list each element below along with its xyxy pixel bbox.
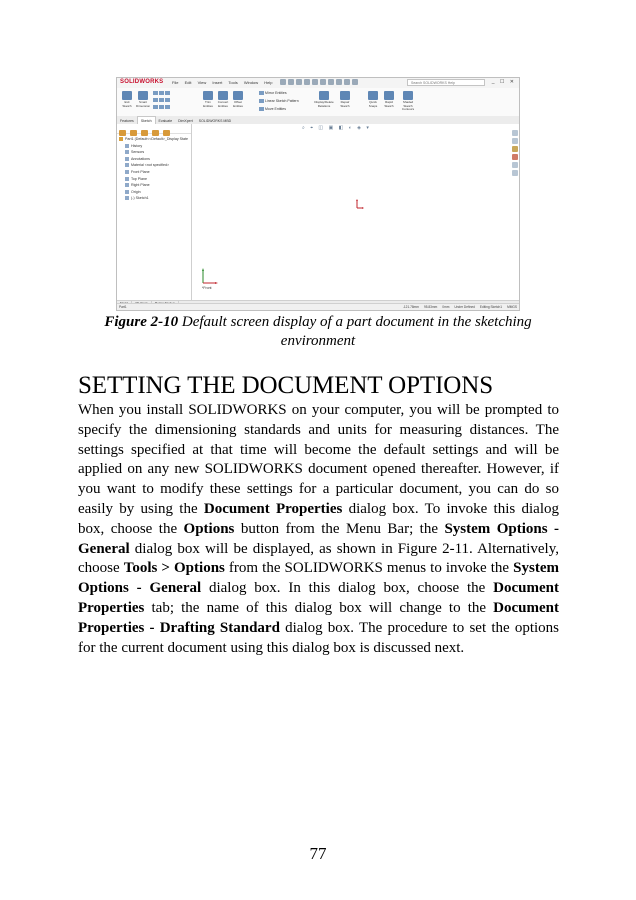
sketch-tools-row[interactable] <box>153 91 171 95</box>
offset-icon <box>233 91 243 100</box>
status-readouts <box>398 304 517 310</box>
status-z: 0mm <box>442 305 450 309</box>
tree-item[interactable]: History <box>119 143 188 150</box>
snap-icon <box>368 91 378 100</box>
sketch-tools-row[interactable] <box>153 98 171 102</box>
exit-sketch-button[interactable]: Exit Sketch <box>120 90 134 114</box>
file-explorer-icon[interactable] <box>512 146 518 152</box>
menu-item[interactable]: Window <box>243 80 259 85</box>
exit-sketch-icon <box>122 91 132 100</box>
menu-item[interactable]: Tools <box>228 80 238 85</box>
slot-icon <box>159 98 164 102</box>
menu-item[interactable]: File <box>172 80 179 85</box>
move-icon <box>259 107 264 111</box>
contours-icon <box>403 91 413 100</box>
page-number: 77 <box>309 844 327 863</box>
line-icon <box>153 91 158 95</box>
options-icon[interactable] <box>344 79 350 85</box>
pattern-icon <box>259 99 264 103</box>
section-heading: SETTING THE DOCUMENT OPTIONS <box>78 372 494 399</box>
plane-icon <box>125 170 129 174</box>
offset-button[interactable]: Offset Entities <box>231 90 245 114</box>
new-icon[interactable] <box>288 79 294 85</box>
circle-icon <box>159 91 164 95</box>
text-icon <box>165 105 170 109</box>
status-document: Part1 <box>119 305 127 309</box>
polygon-icon <box>165 98 170 102</box>
status-units[interactable]: MMGS <box>507 305 517 309</box>
rapid-sketch-icon <box>384 91 394 100</box>
solidworks-logo: SOLIDWORKS <box>120 79 164 85</box>
sketch-tools-row[interactable] <box>153 105 171 109</box>
trim-icon <box>203 91 213 100</box>
window-controls[interactable]: _ ☐ ✕ <box>491 79 516 85</box>
tab-evaluate[interactable]: Evaluate <box>158 119 173 123</box>
sketch-origin-icon <box>355 199 365 211</box>
tab-dimxpert[interactable]: DimXpert <box>178 119 193 123</box>
save-icon[interactable] <box>304 79 310 85</box>
view-orientation-label: *Front <box>202 286 212 290</box>
figure-caption-text: Default screen display of a part document in the sketching environment <box>181 314 532 349</box>
status-editing: Editing Sketch1 <box>479 305 503 309</box>
spline-icon <box>165 91 170 95</box>
tree-item[interactable]: Front Plane <box>119 169 188 176</box>
feature-tree <box>119 136 188 202</box>
shaded-contours-button[interactable]: Shaded Sketch Contours <box>399 90 417 114</box>
status-bar <box>117 303 519 310</box>
figure-screenshot <box>116 77 520 311</box>
plane-icon <box>125 183 129 187</box>
move-button[interactable]: Move Entities <box>259 107 286 111</box>
menu-item[interactable]: Help <box>264 80 273 85</box>
tree-item[interactable]: Sensors <box>119 149 188 156</box>
plane-icon <box>125 177 129 181</box>
convert-icon <box>218 91 228 100</box>
figure-caption <box>80 313 556 351</box>
repair-sketch-button[interactable]: Repair Sketch <box>338 90 352 114</box>
menu-item[interactable]: Edit <box>184 80 192 85</box>
tree-item[interactable]: (-) Sketch1 <box>119 195 188 202</box>
mirror-icon <box>259 91 264 95</box>
print-icon[interactable] <box>312 79 318 85</box>
smart-dimension-button[interactable]: Smart Dimension <box>136 90 150 114</box>
relations-button[interactable]: Display/Delete Relations <box>314 90 334 114</box>
status-y: 95.83mm <box>423 305 438 309</box>
search-input[interactable]: Search SOLIDWORKS Help <box>407 79 485 86</box>
feature-manager-tabs <box>117 124 191 134</box>
gear-icon[interactable] <box>352 79 358 85</box>
tab-sketch[interactable]: Sketch <box>137 116 156 125</box>
rectangle-icon <box>153 98 158 102</box>
figure-number: Figure 2-10 <box>104 314 179 330</box>
heads-up-toolbar[interactable]: ⌕ ⌖ ◫ ▣ ◧ ◐ ◈ ▾ <box>302 125 371 131</box>
resources-icon[interactable] <box>512 130 518 136</box>
convert-button[interactable]: Convert Entities <box>216 90 230 114</box>
repair-icon <box>340 91 350 100</box>
design-library-icon[interactable] <box>512 138 518 144</box>
rebuild-icon[interactable] <box>336 79 342 85</box>
reference-triad-icon <box>200 268 218 286</box>
mirror-button[interactable]: Mirror Entities <box>259 91 287 95</box>
material-icon <box>125 163 129 167</box>
tab-features[interactable]: Features <box>120 119 134 123</box>
trim-button[interactable]: Trim Entities <box>201 90 215 114</box>
tab-mbd[interactable]: SOLIDWORKS MBD <box>198 119 232 123</box>
undo-icon[interactable] <box>320 79 326 85</box>
menu-item[interactable]: Insert <box>212 80 223 85</box>
open-icon[interactable] <box>296 79 302 85</box>
tree-root[interactable]: Part1 (Default<<Default>_Display State <box>119 136 188 143</box>
sketch-icon <box>125 196 129 200</box>
pattern-button[interactable]: Linear Sketch Pattern <box>259 99 299 103</box>
tree-item[interactable]: Annotations <box>119 156 188 163</box>
history-icon <box>125 144 129 148</box>
select-icon[interactable] <box>328 79 334 85</box>
feature-manager <box>117 124 192 300</box>
task-pane <box>512 130 519 184</box>
appearances-icon[interactable] <box>512 162 518 168</box>
dimension-icon <box>138 91 148 100</box>
graphics-area[interactable] <box>192 124 520 300</box>
status-x: -121.78mm <box>402 305 419 309</box>
rapid-sketch-button[interactable]: Rapid Sketch <box>382 90 396 114</box>
status-definition: Under Defined <box>454 305 475 309</box>
origin-icon <box>125 190 129 194</box>
home-icon[interactable] <box>280 79 286 85</box>
point-icon <box>159 105 164 109</box>
quick-snaps-button[interactable]: Quick Snaps <box>366 90 380 114</box>
tree-item[interactable]: Material <not specified> <box>119 162 188 169</box>
relations-icon <box>319 91 329 100</box>
body-paragraph: When you install SOLIDWORKS on your computer, you will be prompted to specify the dimensioning standards and units for measuring distances. The settings specified at that time will become the default settings and will be applied on any new SOLIDWORKS document opened thereafter. However, if you want to modify these settings for a particular document, you can do so easily by using the Document Properties dialog box. To invoke this dialog box, choose the Options button from the Menu Bar; the System Options - General dialog box will be displayed, as shown in Figure 2-11. Alternatively, choose Tools > Options from the SOLIDWORKS menus to invoke the System Options - General dialog box. In this dialog box, choose the Document Properties tab; the name of this dialog box will change to the Document Properties - Drafting Standard dialog box. The procedure to set the options for the current document using this dialog box is discussed next. <box>78 402 559 656</box>
custom-properties-icon[interactable] <box>512 170 518 176</box>
tree-item[interactable]: Origin <box>119 189 188 196</box>
part-icon <box>119 137 123 141</box>
arc-icon <box>153 105 158 109</box>
annotation-icon <box>125 157 129 161</box>
menu-item[interactable]: View <box>197 80 207 85</box>
tree-item[interactable]: Top Plane <box>119 176 188 183</box>
sensor-icon <box>125 150 129 154</box>
menu-bar <box>172 80 277 85</box>
tree-item[interactable]: Right Plane <box>119 182 188 189</box>
quick-access-toolbar <box>280 79 400 87</box>
command-manager <box>117 88 519 117</box>
view-palette-icon[interactable] <box>512 154 518 160</box>
